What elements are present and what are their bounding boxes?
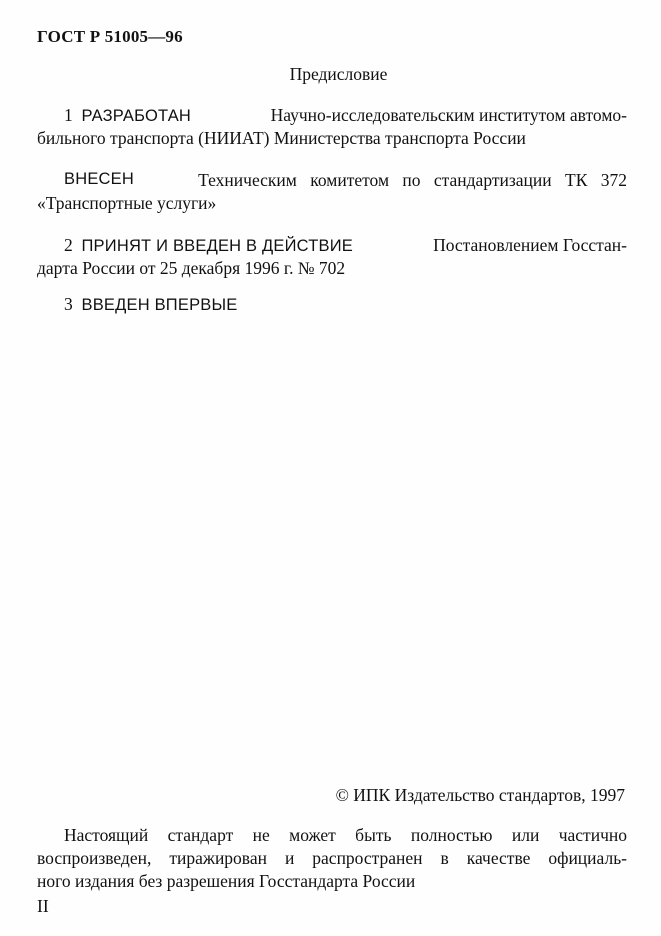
item-3-line bbox=[64, 294, 238, 315]
document-id-header: ГОСТ Р 51005—96 bbox=[37, 27, 183, 46]
item-3-keyword: ВВЕДЕН ВПЕРВЫЕ bbox=[81, 296, 238, 314]
notice-line-2: воспроизведен, тиражирован и распространен в качестве официаль- bbox=[37, 848, 627, 868]
item-2-line-2: дарта России от 25 декабря 1996 г. № 702 bbox=[37, 258, 346, 278]
page-number: II bbox=[37, 896, 49, 916]
item-1-keyword: РАЗРАБОТАН bbox=[81, 107, 192, 125]
item-submitted-text: Техническим комитетом по стандартизации ТК 372 bbox=[198, 170, 627, 190]
item-1-line-2: бильного транспорта (НИИАТ) Министерства транспорта России bbox=[37, 128, 526, 148]
item-submitted-line-1 bbox=[64, 170, 627, 191]
item-1-line-1 bbox=[64, 105, 627, 126]
item-1-text: Научно-исследовательским институтом автомо- bbox=[270, 105, 627, 125]
item-2-line-1 bbox=[64, 235, 627, 256]
copyright-notice: © ИПК Издательство стандартов, 1997 bbox=[335, 785, 625, 805]
section-title: Предисловие bbox=[289, 64, 388, 84]
item-submitted-keyword: ВНЕСЕН bbox=[64, 170, 134, 188]
item-2-keyword: ПРИНЯТ И ВВЕДЕН В ДЕЙСТВИЕ bbox=[81, 237, 354, 255]
item-3-number: 3 bbox=[64, 294, 73, 314]
item-1-number: 1 bbox=[64, 105, 73, 125]
item-2-text: Постановлением Госстан- bbox=[433, 235, 627, 255]
notice-line-3: ного издания без разрешения Госстандарта России bbox=[37, 871, 416, 891]
item-2-number: 2 bbox=[64, 235, 73, 255]
item-submitted-line-2: «Транспортные услуги» bbox=[37, 193, 217, 213]
notice-line-1: Настоящий стандарт не может быть полностью или частично bbox=[64, 825, 627, 845]
